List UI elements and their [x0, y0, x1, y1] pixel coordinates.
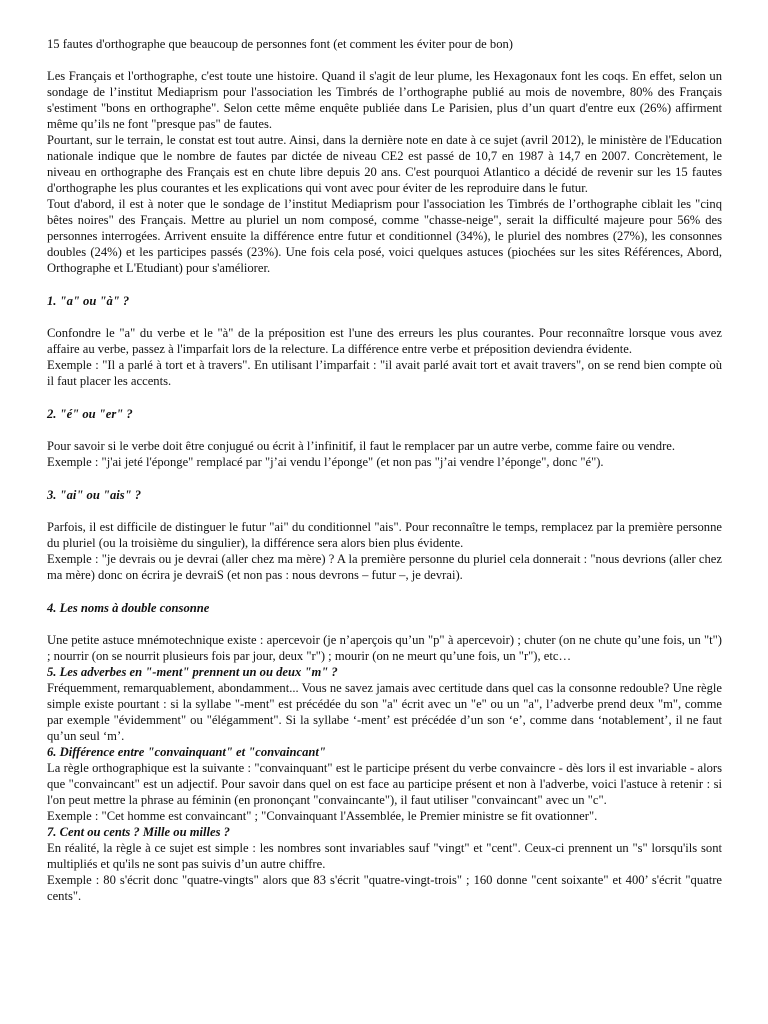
section-6	[47, 744, 722, 824]
intro-paragraph: Pourtant, sur le terrain, le constat est tout autre. Ainsi, dans la dernière note en date à ce sujet (avril 2012), le ministère de l'Education nationale indique que le nombre de fautes par dictée de niveau CE2 est passé de 10,7 en 1987 à 14,7 en 2007. Concrètement, le niveau en orthographe des Français est en chute libre depuis 20 ans. C'est pourquoi Atlantico a décidé de revenir sur les 15 fautes d'orthographe les plus courantes et les explications qui vont avec pour éviter de les reproduire dans le futur.	[47, 133, 722, 195]
section-body: Fréquemment, remarquablement, abondamment... Vous ne savez jamais avec certitude dans quel cas la consonne redouble? Une règle simple existe pourtant : si la syllabe "-ment" est précédée du son "a" écrit avec un "e" ou un "a", l’adverbe prend deux "m", comme par exemple "évidemment" ou "élégamment". Si la syllabe ‘-ment’ est précédée d’un son ‘e’, comme dans ‘notablement’, il ne faut qu’un seul ‘m’.	[47, 681, 722, 743]
intro-paragraph: Tout d'abord, il est à noter que le sondage de l’institut Mediaprism pour l'association les Timbrés de l’orthographe ciblait les "cinq bêtes noires" des Français. Mettre au pluriel un nom composé, comme "chasse-neige", serait la difficulté majeure pour 56% des personnes interrogées. Arrivent ensuite la différence entre futur et conditionnel (34%), le pluriel des nombres (27%), les consonnes doubles (24%) et les participes passés (23%). Une fois cela posé, voici quelques astuces (piochées sur les sites Références, Abord, Orthographe et L'Etudiant) pour s'améliorer.	[47, 197, 722, 275]
section-4	[47, 600, 722, 664]
section-heading: 6. Différence entre "convainquant" et "convaincant"	[47, 745, 326, 759]
section-heading: 2. "é" ou "er" ?	[47, 407, 133, 421]
section-heading: 4. Les noms à double consonne	[47, 601, 210, 615]
section-example: Exemple : "je devrais ou je devrai (aller chez ma mère) ? A la première personne du pluriel cela donnerait : "nous devrions (aller chez ma mère) donc on écrira je devraiS (et non pas : nous devrons – futur –, je devrai).	[47, 552, 722, 582]
section-body: Une petite astuce mnémotechnique existe : apercevoir (je n’aperçois qu’un "p" à apercevoir) ; chuter (on ne chute qu’une fois, un "t") ; nourrir (on se nourrit plusieurs fois par jour, deux "r") ; mourir (on ne meurt qu’une fois, un "r"), etc…	[47, 633, 722, 663]
section-3	[47, 487, 722, 583]
section-heading: 7. Cent ou cents ? Mille ou milles ?	[47, 825, 230, 839]
section-example: Exemple : 80 s'écrit donc "quatre-vingts" alors que 83 s'écrit "quatre-vingt-trois" ; 160 donne "cent soixante" et 400’ s'écrit "quatre cents".	[47, 873, 722, 903]
section-body: Pour savoir si le verbe doit être conjugué ou écrit à l’infinitif, il faut le remplacer par un autre verbe, comme faire ou vendre.	[47, 439, 676, 453]
section-heading: 5. Les adverbes en "-ment" prennent un ou deux "m" ?	[47, 665, 338, 679]
section-body: Confondre le "a" du verbe et le "à" de la préposition est l'une des erreurs les plus courantes. Pour reconnaître lorsque vous avez affaire au verbe, passez à l'imparfait lors de la relecture. La différence entre verbe et préposition deviendra évidente.	[47, 326, 722, 356]
section-body: La règle orthographique est la suivante : "convainquant" est le participe présent du verbe convaincre - dès lors il est invariable - alors que "convaincant" est un adjectif. Pour savoir dans quel on est face au participe présent et non à l'adverbe, voici l'astuce à retenir : si l'on peut mettre la phrase au féminin (en prononçant "convaincante"), il faut utiliser "convaincant" avec un "c".	[47, 761, 722, 807]
section-heading: 3. "ai" ou "ais" ?	[47, 488, 142, 502]
section-body: Parfois, il est difficile de distinguer le futur "ai" du conditionnel "ais". Pour reconnaître le temps, remplacez par la première personne du pluriel (ou la troisième du singulier), la différence sera alors bien plus évidente.	[47, 520, 722, 550]
section-example: Exemple : "Cet homme est convaincant" ; "Convainquant l'Assemblée, le Premier ministre se fit ovationner".	[47, 809, 598, 823]
section-1	[47, 293, 722, 389]
section-7	[47, 824, 722, 904]
intro	[47, 68, 722, 276]
section-heading: 1. "a" ou "à" ?	[47, 294, 130, 308]
section-2	[47, 406, 722, 470]
section-body: En réalité, la règle à ce sujet est simple : les nombres sont invariables sauf "vingt" et "cent". Ceux-ci prennent un "s" lorsqu'ils sont multipliés et qu'ils ne sont pas suivis d’un autre chiffre.	[47, 841, 722, 871]
section-5	[47, 664, 722, 744]
document-title: 15 fautes d'orthographe que beaucoup de personnes font (et comment les éviter pour de bon)	[47, 37, 513, 51]
intro-paragraph: Les Français et l'orthographe, c'est toute une histoire. Quand il s'agit de leur plume, les Hexagonaux font les coqs. En effet, selon un sondage de l’institut Mediaprism pour l'association les Timbrés de l’orthographe publié au mois de novembre, 80% des Français s'estiment "bons en orthographe". Selon cette même enquête publiée dans Le Parisien, plus d’un quart d'entre eux (26%) affirment même qu’ils ne font "presque pas" de fautes.	[47, 69, 722, 131]
section-example: Exemple : "Il a parlé à tort et à travers". En utilisant l’imparfait : "il avait parlé avait tort et avait travers", on se rend bien compte où il faut placer les accents.	[47, 358, 722, 388]
section-example: Exemple : "j'ai jeté l'éponge" remplacé par "j’ai vendu l’éponge" (et non pas "j’ai vendre l’éponge", donc "é").	[47, 455, 604, 469]
